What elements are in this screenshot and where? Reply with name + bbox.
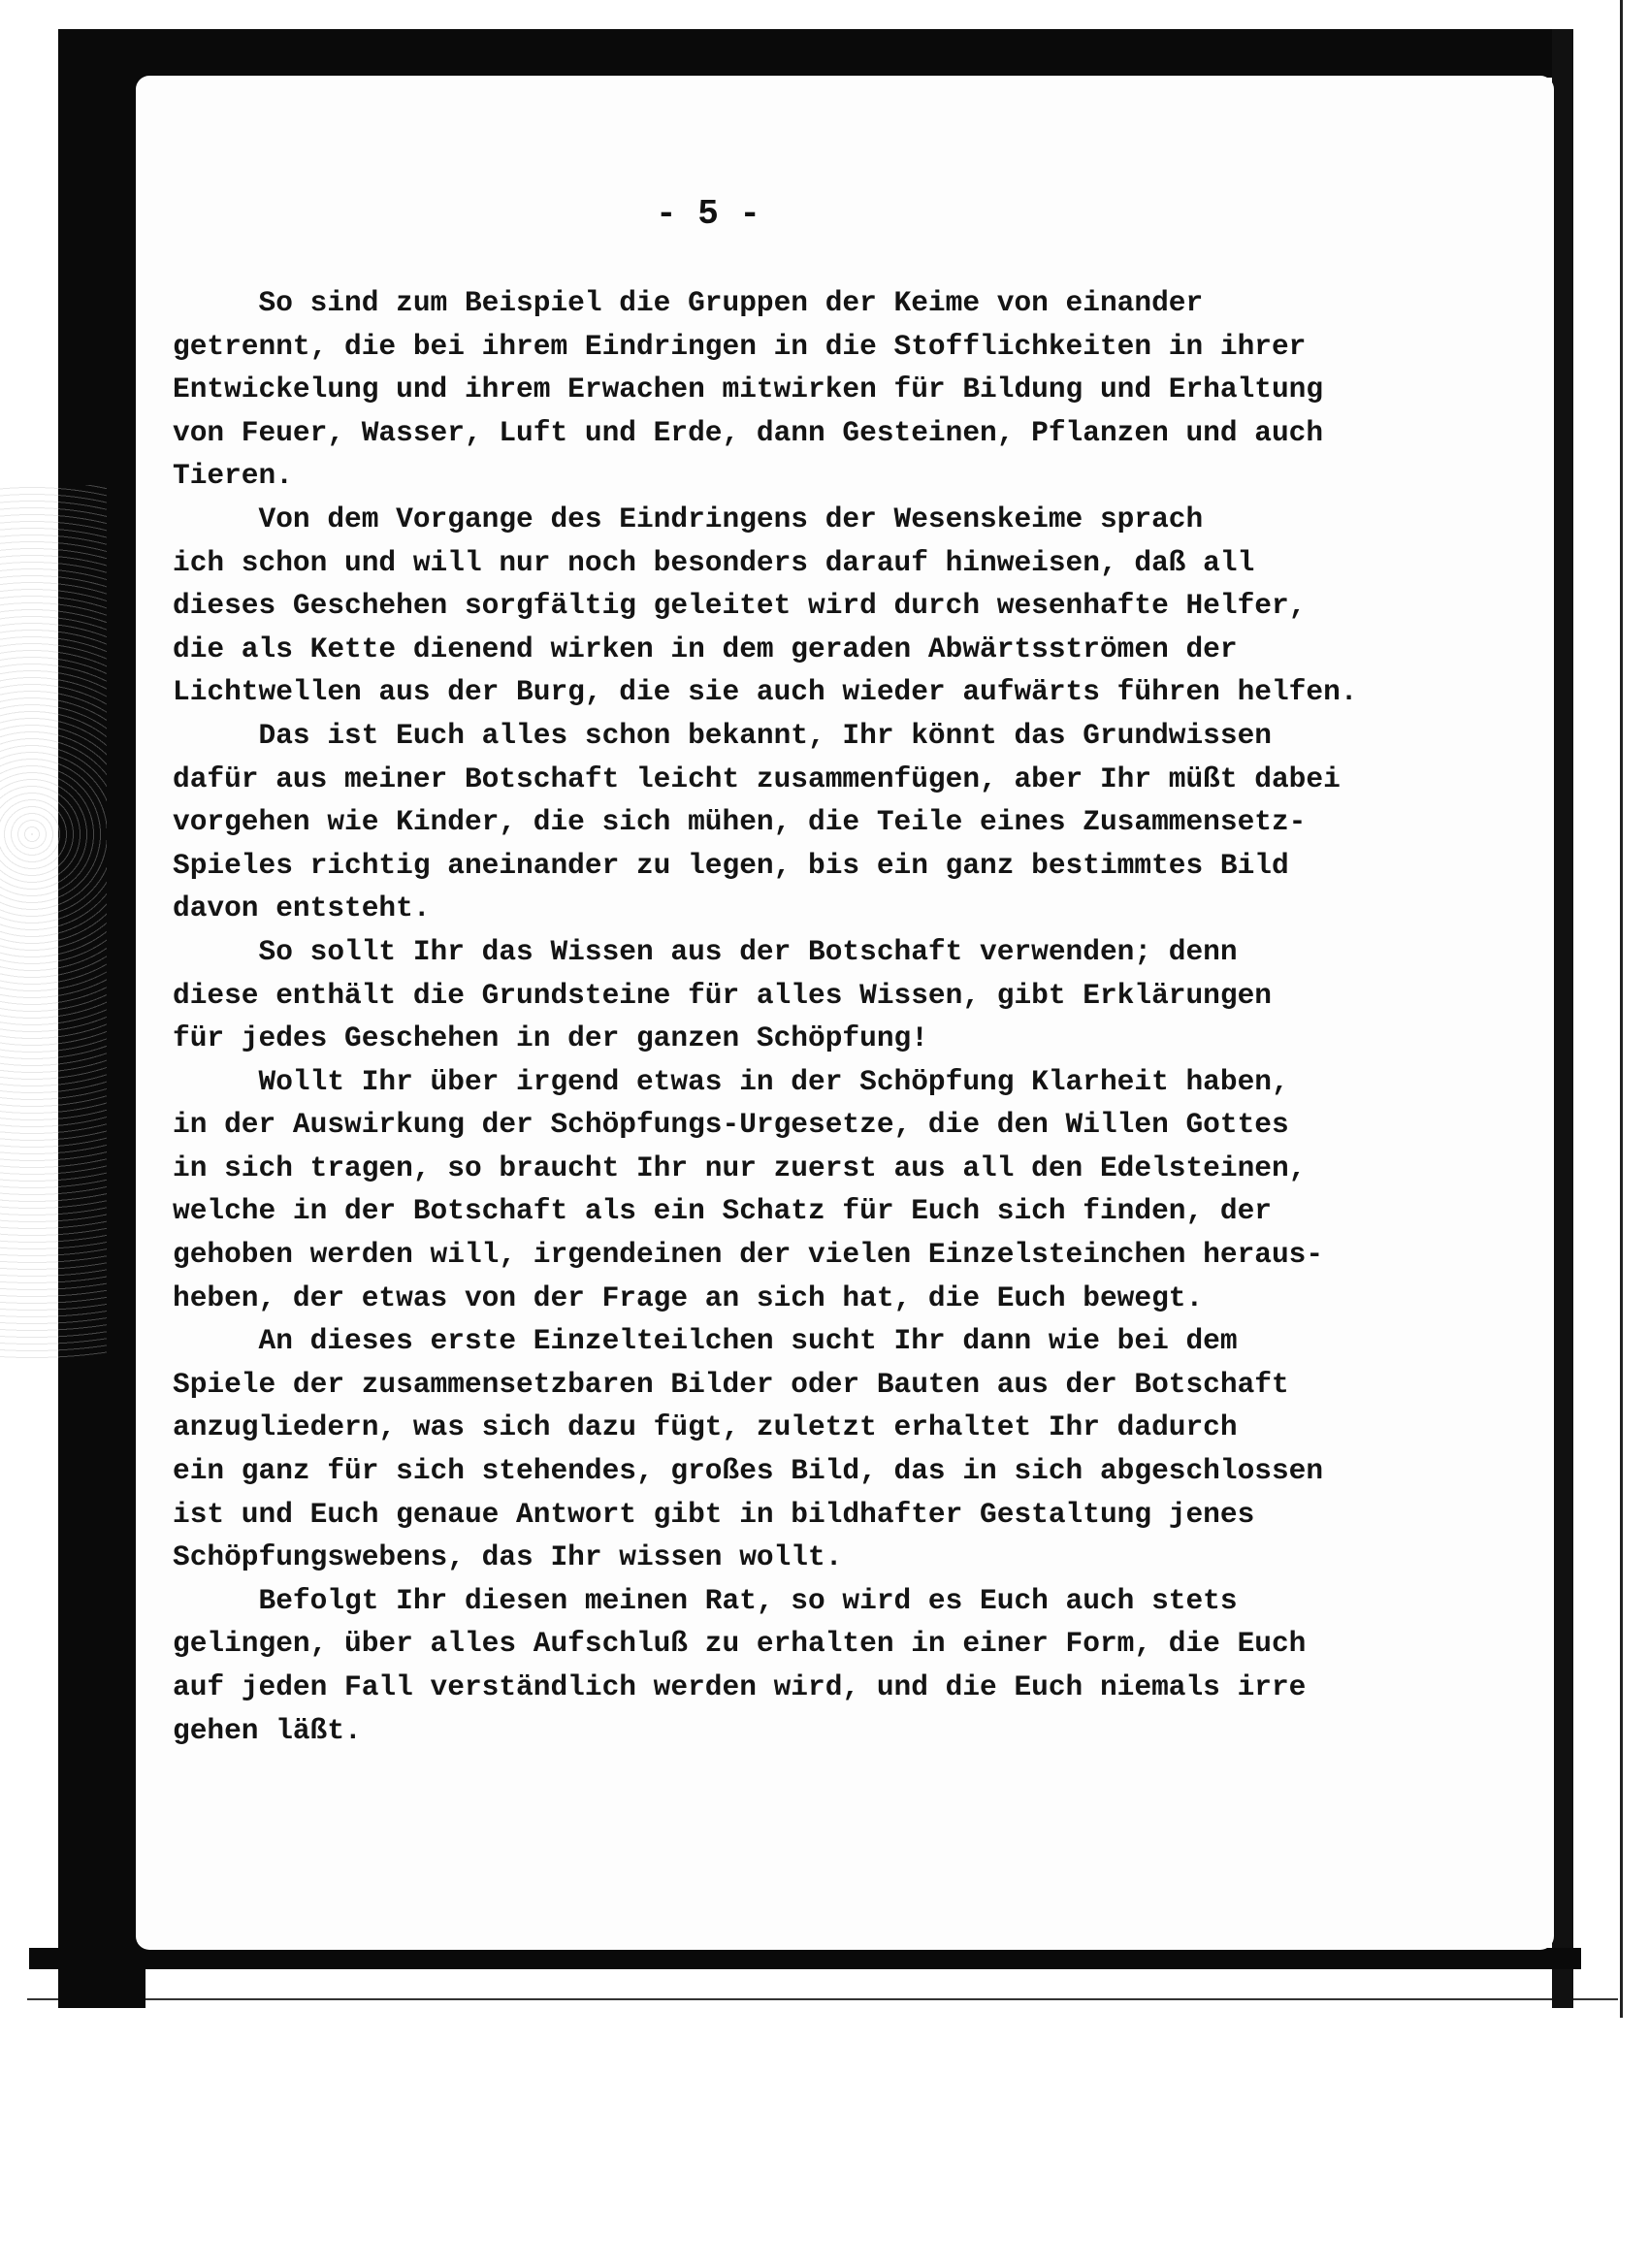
text-line: vorgehen wie Kinder, die sich mühen, die Teile eines Zusammensetz-: [173, 805, 1307, 839]
scan-border-bottom: [29, 1948, 1581, 1969]
text-line: So sind zum Beispiel die Gruppen der Keime von einander: [173, 286, 1204, 319]
scan-border-top: [58, 29, 1571, 78]
text-line: ist und Euch genaue Antwort gibt in bildhafter Gestaltung jenes: [173, 1497, 1255, 1531]
text-line: getrennt, die bei ihrem Eindringen in die Stofflichkeiten in ihrer: [173, 329, 1307, 363]
text-line: Spieles richtig aneinander zu legen, bis ein ganz bestimmtes Bild: [173, 848, 1289, 882]
page-number: - 5 -: [655, 194, 761, 234]
text-line: Tieren.: [173, 459, 293, 493]
text-line: Wollt Ihr über irgend etwas in der Schöpfung Klarheit haben,: [173, 1064, 1289, 1098]
text-line: ich schon und will nur noch besonders darauf hinweisen, daß all: [173, 545, 1255, 579]
text-line: An dieses erste Einzelteilchen sucht Ihr dann wie bei dem: [173, 1324, 1238, 1358]
text-line: gehoben werden will, irgendeinen der vielen Einzelsteinchen heraus-: [173, 1238, 1324, 1272]
text-line: auf jeden Fall verständlich werden wird, und die Euch niemals irre: [173, 1670, 1307, 1703]
scan-edge-bottom: [27, 1998, 1618, 2000]
text-line: Schöpfungswebens, das Ihr wissen wollt.: [173, 1540, 843, 1574]
text-line: Befolgt Ihr diesen meinen Rat, so wird es Euch auch stets: [173, 1583, 1238, 1617]
text-line: Das ist Euch alles schon bekannt, Ihr könnt das Grundwissen: [173, 718, 1272, 752]
text-line: in der Auswirkung der Schöpfungs-Urgesetze, die den Willen Gottes: [173, 1108, 1289, 1142]
text-line: Lichtwellen aus der Burg, die sie auch wieder aufwärts führen helfen.: [173, 675, 1358, 709]
typewritten-text: [173, 281, 1472, 1752]
text-line: welche in der Botschaft als ein Schatz für Euch sich finden, der: [173, 1194, 1272, 1228]
text-line: anzugliedern, was sich dazu fügt, zuletzt erhaltet Ihr dadurch: [173, 1410, 1238, 1444]
scan-noise: [0, 485, 107, 1358]
text-line: diese enthält die Grundsteine für alles Wissen, gibt Erklärungen: [173, 978, 1272, 1012]
text-line: davon entsteht.: [173, 891, 431, 925]
text-line: dieses Geschehen sorgfältig geleitet wird durch wesenhafte Helfer,: [173, 589, 1307, 623]
text-line: gelingen, über alles Aufschluß zu erhalten in einer Form, die Euch: [173, 1627, 1307, 1661]
text-line: in sich tragen, so braucht Ihr nur zuerst aus all den Edelsteinen,: [173, 1150, 1307, 1184]
text-line: dafür aus meiner Botschaft leicht zusammenfügen, aber Ihr müßt dabei: [173, 761, 1341, 795]
text-line: von Feuer, Wasser, Luft und Erde, dann Gesteinen, Pflanzen und auch: [173, 415, 1324, 449]
text-line: So sollt Ihr das Wissen aus der Botschaft verwenden; denn: [173, 934, 1238, 968]
text-line: gehen läßt.: [173, 1713, 362, 1747]
text-line: Spiele der zusammensetzbaren Bilder oder Bauten aus der Botschaft: [173, 1367, 1289, 1401]
text-line: Entwickelung und ihrem Erwachen mitwirken für Bildung und Erhaltung: [173, 373, 1324, 406]
text-line: ein ganz für sich stehendes, großes Bild, das in sich abgeschlossen: [173, 1454, 1324, 1488]
text-line: die als Kette dienend wirken in dem geraden Abwärtsströmen der: [173, 632, 1238, 665]
scan-edge-right: [1620, 0, 1623, 2018]
text-line: für jedes Geschehen in der ganzen Schöpfung!: [173, 1021, 928, 1055]
text-line: heben, der etwas von der Frage an sich hat, die Euch bewegt.: [173, 1280, 1204, 1314]
text-line: Von dem Vorgange des Eindringens der Wesenskeime sprach: [173, 502, 1204, 535]
scan-border-right: [1552, 29, 1573, 2008]
